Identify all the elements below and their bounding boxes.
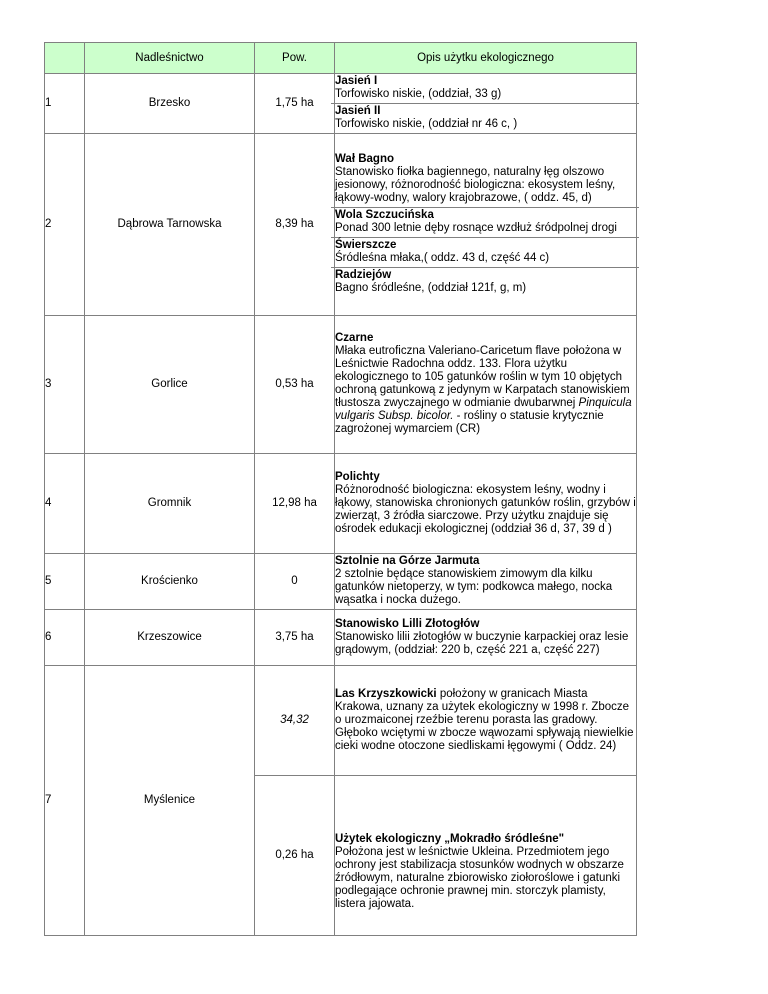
site-text: Ponad 300 letnie dęby rosnące wzdłuż śródpolnej drogi — [335, 222, 617, 234]
site-entry — [335, 152, 636, 207]
site-text: Położona jest w leśnictwie Ukleina. Przedmiotem jego ochrony jest stabilizacja stosunków wodnych w obszarze źródłowym, naturalne zbiorowisko ziołoroślowe i gatunki podlegające ochronie prawnej min. storczyk plamisty, listera jajowata. — [335, 845, 624, 910]
header-description: Opis użytku ekologicznego — [335, 43, 637, 74]
row-number: 7 — [45, 666, 85, 936]
forest-district: Myślenice — [85, 666, 255, 936]
row-number: 3 — [45, 316, 85, 454]
species-latin-name: Pinquicula vulgaris Subsp. bicolor. — [335, 397, 632, 422]
ecological-sites-table — [44, 42, 637, 936]
row-number: 1 — [45, 74, 85, 134]
forest-district: Brzesko — [85, 74, 255, 134]
table-row — [45, 134, 637, 316]
site-text: Stanowisko lilii złotogłów w buczynie karpackiej oraz lesie grądowym, (oddział: 220 b, część 221 a, część 227) — [335, 630, 629, 656]
site-text-part: - rośliny o statusie krytycznie zagrożonej wymarciem (CR) — [335, 410, 604, 435]
description-cell — [335, 610, 637, 666]
site-text: Torfowisko niskie, (oddział nr 46 c, ) — [335, 118, 518, 130]
site-text-part: Młaka eutroficzna Valeriano-Caricetum flave położona w Leśnictwie Radochna oddz. 133. Flora użytku ekologicznego to 105 gatunków roślin w tym 10 objętych ochroną gatunkową z jedynym w Karpatach stanowiskiem tłustosza zwyczajnego w odmianie dwubarwnej — [335, 345, 630, 409]
area-value: 12,98 ha — [255, 454, 335, 554]
area-value: 0,26 ha — [255, 776, 335, 936]
site-name: Sztolnie na Górze Jarmuta — [335, 555, 480, 567]
site-entry — [331, 103, 639, 133]
site-name: Świerszcze — [335, 239, 397, 251]
description-cell — [335, 666, 637, 776]
area-value: 8,39 ha — [255, 134, 335, 316]
forest-district: Krościenko — [85, 554, 255, 610]
description-cell — [335, 74, 637, 134]
area-value: 3,75 ha — [255, 610, 335, 666]
site-name: Las Krzyszkowicki — [335, 688, 437, 700]
site-entry — [335, 74, 636, 103]
site-entry — [335, 331, 636, 438]
site-entry — [331, 207, 639, 237]
header-number — [45, 43, 85, 74]
area-value: 0,53 ha — [255, 316, 335, 454]
site-name: Użytek ekologiczny „Mokradło śródleśne" — [335, 832, 565, 845]
site-text — [335, 345, 636, 436]
site-name: Polichty — [335, 470, 380, 483]
area-value: 1,75 ha — [255, 74, 335, 134]
forest-district: Gromnik — [85, 454, 255, 554]
site-name: Jasień II — [335, 105, 381, 117]
area-value: 34,32 — [255, 666, 335, 776]
description-cell — [335, 776, 637, 936]
site-name: Radziejów — [335, 269, 392, 281]
site-entry — [335, 554, 636, 609]
description-cell — [335, 454, 637, 554]
area-value: 0 — [255, 554, 335, 610]
forest-district: Krzeszowice — [85, 610, 255, 666]
table-row — [45, 666, 637, 776]
site-name: Stanowisko Lilli Złotogłów — [335, 617, 480, 630]
row-number: 2 — [45, 134, 85, 316]
site-name: Czarne — [335, 332, 374, 344]
description-cell — [335, 134, 637, 316]
description-cell — [335, 316, 637, 454]
site-text: Śródleśna młaka,( oddz. 43 d, część 44 c) — [335, 252, 550, 264]
site-text: Torfowisko niskie, (oddział, 33 g) — [335, 88, 502, 100]
row-number: 4 — [45, 454, 85, 554]
table-row — [45, 454, 637, 554]
description-cell — [335, 554, 637, 610]
site-text: Stanowisko fiołka bagiennego, naturalny łęg olszowo jesionowy, różnorodność biologiczna: ekosystem leśny, łąkowy-wodny, walory krajobrazowe, ( oddz. 45, d) — [335, 166, 616, 204]
site-entry — [331, 237, 639, 267]
row-number: 6 — [45, 610, 85, 666]
site-name: Wola Szczucińska — [335, 209, 434, 221]
forest-district: Dąbrowa Tarnowska — [85, 134, 255, 316]
site-entry — [335, 617, 636, 659]
forest-district: Gorlice — [85, 316, 255, 454]
row-number: 5 — [45, 554, 85, 610]
table-row — [45, 610, 637, 666]
site-entry — [335, 470, 636, 538]
site-name: Wał Bagno — [335, 153, 394, 165]
site-text: położony w granicach Miasta Krakowa, uznany za użytek ekologiczny w 1998 r. Zbocze o urozmaiconej rzeźbie terenu porasta las gradowy. Głęboko wciętymi w zbocze wąwozami spływają niewielkie cieki wodne otoczone siedliskami łęgowymi ( Oddz. 24) — [335, 688, 634, 752]
table-row — [45, 74, 637, 134]
table-row — [45, 316, 637, 454]
header-area: Pow. — [255, 43, 335, 74]
header-forest-district: Nadleśnictwo — [85, 43, 255, 74]
site-name: Jasień I — [335, 75, 378, 87]
site-entry — [331, 267, 639, 297]
site-text: Bagno śródleśne, (oddział 121f, g, m) — [335, 282, 527, 294]
table-header-row — [45, 43, 637, 74]
table-row — [45, 554, 637, 610]
site-text: Różnorodność biologiczna: ekosystem leśny, wodny i łąkowy, stanowiska chronionych gatunków roślin, grzybów i zwierząt, 3 źródła siarczowe. Przy użytku znajduje się ośrodek edukacji ekologicznej (oddział 36 d, 37, 39 d ) — [335, 483, 636, 535]
site-text: 2 sztolnie będące stanowiskiem zimowym dla kilku gatunków nietoperzy, w tym: podkowca małego, nocka wąsatka i nocka dużego. — [335, 568, 613, 606]
